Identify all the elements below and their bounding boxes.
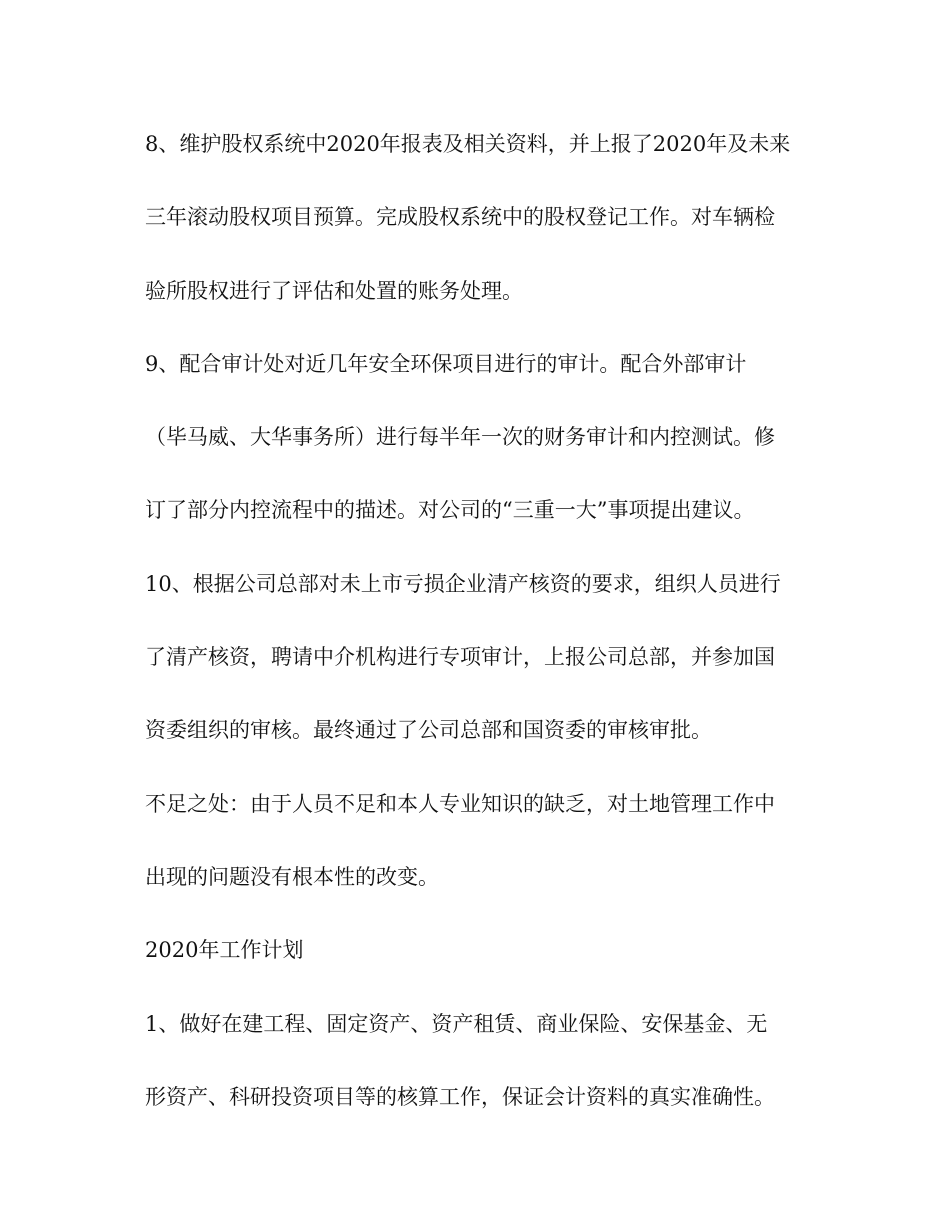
plan-item-1-line-1: 1、做好在建工程、固定资产、资产租赁、商业保险、安保基金、无 bbox=[145, 1011, 768, 1036]
paragraph-9-line-3: 订了部分内控流程中的描述。对公司的“三重一大”事项提出建议。 bbox=[145, 498, 755, 523]
paragraph-8-line-2: 三年滚动股权项目预算。完成股权系统中的股权登记工作。对车辆检 bbox=[145, 205, 775, 230]
paragraph-9-line-2: （毕马威、大华事务所）进行每半年一次的财务审计和内控测试。修 bbox=[145, 425, 775, 450]
shortcomings-line-2: 出现的问题没有根本性的改变。 bbox=[145, 864, 439, 889]
paragraph-8-line-1: 8、维护股权系统中2020年报表及相关资料，并上报了2020年及未来 bbox=[145, 132, 791, 156]
plan-item-1-line-2: 形资产、科研投资项目等的核算工作，保证会计资料的真实准确性。 bbox=[145, 1084, 775, 1109]
paragraph-8-line-3: 验所股权进行了评估和处置的账务处理。 bbox=[145, 278, 523, 303]
paragraph-10-line-2: 了清产核资，聘请中介机构进行专项审计，上报公司总部，并参加国 bbox=[145, 645, 775, 670]
paragraph-10-line-1: 10、根据公司总部对未上市亏损企业清产核资的要求，组织人员进行 bbox=[145, 571, 781, 596]
work-plan-heading: 2020年工作计划 bbox=[145, 938, 304, 963]
paragraph-9-line-1: 9、配合审计处对近几年安全环保项目进行的审计。配合外部审计 bbox=[145, 351, 747, 376]
shortcomings-line-1: 不足之处：由于人员不足和本人专业知识的缺乏，对土地管理工作中 bbox=[145, 791, 775, 816]
document-body bbox=[145, 124, 805, 1150]
paragraph-10-line-3: 资委组织的审核。最终通过了公司总部和国资委的审核审批。 bbox=[145, 718, 712, 743]
